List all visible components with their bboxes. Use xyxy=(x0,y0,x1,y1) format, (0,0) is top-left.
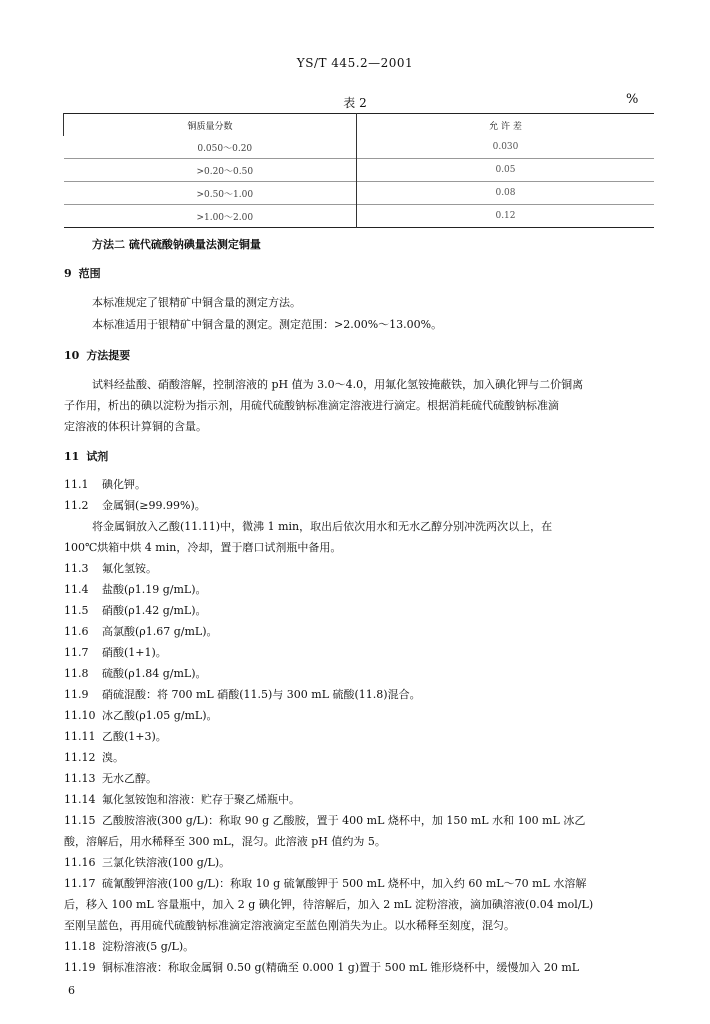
section-heading-reagents xyxy=(64,448,108,464)
section-number: 9 xyxy=(64,267,72,280)
page-number: 6 xyxy=(68,984,75,997)
item-number: 11.4 xyxy=(64,583,89,596)
table-cell-range: >1.00～2.00 xyxy=(64,205,357,228)
table-row xyxy=(64,136,655,159)
item-text: 金属铜(≥99.99%)。 xyxy=(102,499,206,512)
item-text: 硝硫混酸：将 700 mL 硝酸(11.5)与 300 mL 硫酸(11.8)混合。 xyxy=(102,688,421,701)
reagent-item xyxy=(64,791,300,807)
table-cell-tolerance: 0.08 xyxy=(357,182,655,205)
item-text: 氟化氢铵。 xyxy=(102,562,157,575)
item-number: 11.7 xyxy=(64,646,89,659)
item-number: 11.9 xyxy=(64,688,89,701)
item-number: 11.6 xyxy=(64,625,89,638)
reagent-item xyxy=(64,581,207,597)
item-text: 乙酸(1+3)。 xyxy=(102,730,167,743)
item-text: 高氯酸(ρ1.67 g/mL)。 xyxy=(102,625,218,638)
item-number: 11.10 xyxy=(64,709,96,722)
paragraph-line: 后，移入 100 mL 容量瓶中，加入 2 g 碘化钾，待溶解后，加入 2 mL 淀粉溶液，滴加碘溶液(0.04 mol/L) xyxy=(64,898,594,911)
reagent-item xyxy=(64,770,157,786)
item-text: 溴。 xyxy=(102,751,124,764)
section-heading-principle xyxy=(64,347,130,363)
item-text: 氟化氢铵饱和溶液：贮存于聚乙烯瓶中。 xyxy=(102,793,300,806)
item-text: 硝酸(ρ1.42 g/mL)。 xyxy=(102,604,207,617)
reagent-item xyxy=(64,707,218,723)
table-cell-tolerance: 0.05 xyxy=(357,159,655,182)
item-number: 11.13 xyxy=(64,772,96,785)
item-number: 11.18 xyxy=(64,940,96,953)
reagent-item xyxy=(64,644,167,660)
section-title: 试剂 xyxy=(86,450,109,463)
item-number: 11.12 xyxy=(64,751,96,764)
item-text: 碘化钾。 xyxy=(102,478,146,491)
item-number: 11.5 xyxy=(64,604,89,617)
paragraph-line: 将金属铜放入乙酸(11.11)中，微沸 1 min，取出后依次用水和无水乙醇分别冲洗两次以上，在 xyxy=(92,520,553,533)
reagent-item xyxy=(64,749,124,765)
tolerance-table xyxy=(63,113,654,228)
reagent-item xyxy=(64,812,585,828)
reagent-item xyxy=(64,497,206,513)
reagent-item xyxy=(64,854,230,870)
item-number: 11.2 xyxy=(64,499,89,512)
paragraph-line: 酸，溶解后，用水稀释至 300 mL，混匀。此溶液 pH 值约为 5。 xyxy=(64,835,386,848)
item-number: 11.14 xyxy=(64,793,96,806)
table-caption: 表 2 xyxy=(343,96,367,110)
item-text: 无水乙醇。 xyxy=(102,772,157,785)
method-title: 方法二 硫代硫酸钠碘量法测定铜量 xyxy=(92,238,261,251)
paragraph: 本标准适用于银精矿中铜含量的测定。测定范围：>2.00%～13.00%。 xyxy=(92,318,443,331)
reagent-item xyxy=(64,959,579,975)
table-header-row xyxy=(64,114,655,137)
table-row xyxy=(64,182,655,205)
paragraph-line: 定溶液的体积计算铜的含量。 xyxy=(64,420,207,433)
table-row xyxy=(64,159,655,182)
reagent-item xyxy=(64,560,157,576)
table-unit: % xyxy=(626,92,639,107)
section-title: 范围 xyxy=(78,267,101,280)
item-text: 铜标准溶液：称取金属铜 0.50 g(精确至 0.000 1 g)置于 500 mL 锥形烧杯中，缓慢加入 20 mL xyxy=(102,961,580,974)
item-text: 盐酸(ρ1.19 g/mL)。 xyxy=(102,583,207,596)
item-text: 淀粉溶液(5 g/L)。 xyxy=(102,940,195,953)
item-number: 11.1 xyxy=(64,478,89,491)
reagent-item xyxy=(64,665,207,681)
reagent-item xyxy=(64,623,218,639)
item-number: 11.15 xyxy=(64,814,96,827)
reagent-item xyxy=(64,728,167,744)
paragraph: 本标准规定了银精矿中铜含量的测定方法。 xyxy=(92,296,301,309)
section-title: 方法提要 xyxy=(86,349,131,362)
item-number: 11.11 xyxy=(64,730,96,743)
section-number: 11 xyxy=(64,450,80,463)
table-cell-range: 0.050～0.20 xyxy=(64,136,357,159)
paragraph-line: 试料经盐酸、硝酸溶解，控制溶液的 pH 值为 3.0～4.0，用氟化氢铵掩蔽铁，加入碘化钾与二价铜离 xyxy=(92,378,584,391)
reagent-item xyxy=(64,602,207,618)
section-heading-scope xyxy=(64,265,101,281)
item-number: 11.19 xyxy=(64,961,96,974)
paragraph-line: 子作用，析出的碘以淀粉为指示剂，用硫代硫酸钠标准滴定溶液进行滴定。根据消耗硫代硫酸钠标准滴 xyxy=(64,399,559,412)
paragraph-line: 100℃烘箱中烘 4 min，冷却，置于磨口试剂瓶中备用。 xyxy=(64,541,342,554)
table-cell-tolerance: 0.030 xyxy=(492,142,519,152)
running-header: YS/T 445.2—2001 xyxy=(296,56,414,70)
reagent-item xyxy=(64,476,146,492)
item-number: 11.17 xyxy=(64,877,96,890)
item-text: 硝酸(1+1)。 xyxy=(102,646,167,659)
section-number: 10 xyxy=(64,349,80,362)
item-number: 11.16 xyxy=(64,856,96,869)
header-copper-fraction: 铜质量分数 xyxy=(64,114,357,137)
item-text: 乙酸胺溶液(300 g/L)：称取 90 g 乙酸胺，置于 400 mL 烧杯中，加 150 mL 水和 100 mL 冰乙 xyxy=(102,814,586,827)
table-cell-range: >0.50～1.00 xyxy=(64,182,357,205)
paragraph-line: 至刚呈蓝色，再用硫代硫酸钠标准滴定溶液滴定至蓝色刚消失为止。以水稀释至刻度，混匀。 xyxy=(64,919,515,932)
table-cell-range: >0.20～0.50 xyxy=(64,159,357,182)
header-tolerance: 允 许 差 xyxy=(489,121,522,132)
item-number: 11.8 xyxy=(64,667,89,680)
item-text: 硫酸(ρ1.84 g/mL)。 xyxy=(102,667,207,680)
reagent-item xyxy=(64,875,586,891)
reagent-item xyxy=(64,938,194,954)
reagent-item xyxy=(64,686,421,702)
item-text: 硫氰酸钾溶液(100 g/L)：称取 10 g 硫氰酸钾于 500 mL 烧杯中，加入约 60 mL～70 mL 水溶解 xyxy=(102,877,587,890)
item-text: 三氯化铁溶液(100 g/L)。 xyxy=(102,856,231,869)
item-text: 冰乙酸(ρ1.05 g/mL)。 xyxy=(102,709,218,722)
item-number: 11.3 xyxy=(64,562,89,575)
table-cell-tolerance: 0.12 xyxy=(357,205,655,228)
table-row xyxy=(64,205,655,228)
